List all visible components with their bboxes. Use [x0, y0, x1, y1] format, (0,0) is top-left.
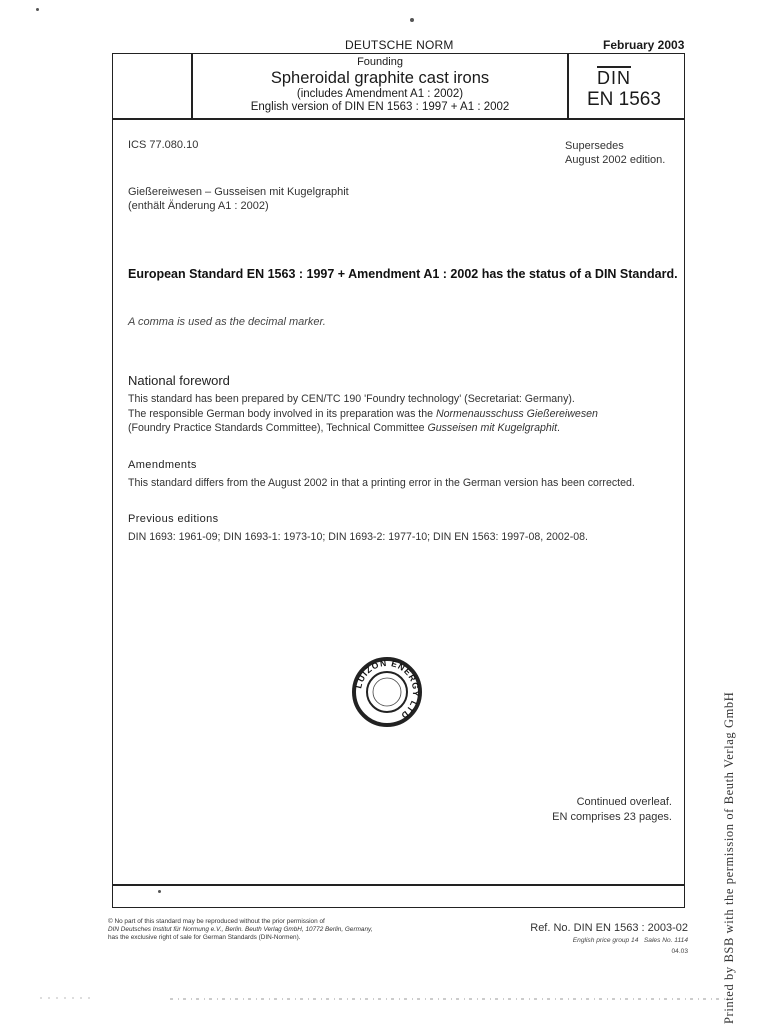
foreword-line-2-text: The responsible German body involved in its preparation was the	[128, 407, 436, 420]
amendment-note: (includes Amendment A1 : 2002)	[296, 88, 464, 100]
english-version-note: English version of DIN EN 1563 : 1997 + A1 : 2002	[250, 101, 510, 113]
ics-code: ICS 77.080.10	[128, 139, 199, 151]
continuation-note	[460, 795, 672, 825]
price-sales-line	[500, 937, 688, 944]
scan-noise-line	[30, 996, 740, 1002]
committee-name: Normenausschuss Gießereiwesen	[435, 407, 598, 420]
reference-number: Ref. No. DIN EN 1563 : 2003-02	[530, 922, 688, 934]
print-date: 04.03	[671, 948, 688, 955]
foreword-line-2	[128, 407, 678, 422]
foreword-line-1: This standard has been prepared by CEN/TC 190 'Foundry technology' (Secretariat: Germany).	[128, 393, 575, 405]
price-group: English price group 14	[572, 937, 639, 944]
category-label: Founding	[357, 56, 403, 68]
national-foreword-body	[128, 392, 678, 436]
supersedes-line-1: Supersedes	[565, 140, 624, 152]
german-title	[128, 185, 349, 213]
decimal-marker-note: A comma is used as the decimal marker.	[128, 316, 326, 328]
scan-speck	[158, 890, 161, 893]
document-title: Spheroidal graphite cast irons	[270, 69, 490, 87]
scan-speck	[36, 8, 39, 11]
sales-number: Sales No. 1114	[643, 937, 688, 944]
footer-divider	[112, 884, 685, 886]
print-permission-note: Printed by BSB with the permission of Beuth Verlag GmbH	[722, 691, 736, 1024]
previous-editions-heading: Previous editions	[128, 513, 219, 525]
technical-committee-name: Gusseisen mit Kugelgraphit	[427, 422, 558, 434]
issue-date: February 2003	[603, 38, 685, 52]
copyright-notice	[108, 918, 453, 942]
page-count: EN comprises 23 pages.	[552, 811, 672, 823]
german-title-line-1: Gießereiwesen – Gusseisen mit Kugelgraphit	[128, 186, 349, 198]
header-divider	[112, 118, 685, 120]
continued-overleaf: Continued overleaf.	[576, 796, 672, 808]
company-stamp	[350, 655, 424, 729]
din-logo: DIN	[597, 68, 631, 88]
supersedes-note	[565, 139, 665, 167]
supersedes-line-2: August 2002 edition.	[565, 154, 666, 166]
foreword-line-3	[128, 421, 678, 436]
previous-editions-text: DIN 1693: 1961-09; DIN 1693-1: 1973-10; DIN 1693-2: 1977-10; DIN EN 1563: 1997-08, 2002-08.	[128, 531, 588, 543]
copyright-line-2: DIN Deutsches Institut für Normung e.V., Berlin. Beuth Verlag GmbH, 10772 Berlin, Germany,	[108, 926, 373, 933]
amendments-heading: Amendments	[128, 459, 197, 471]
amendments-text: This standard differs from the August 2002 in that a printing error in the German version has been corrected.	[128, 477, 635, 489]
standard-number: EN 1563	[587, 89, 661, 110]
national-foreword-heading: National foreword	[128, 373, 230, 388]
status-statement: European Standard EN 1563 : 1997 + Amendment A1 : 2002 has the status of a DIN Standard.	[128, 267, 678, 281]
scan-speck	[410, 18, 414, 22]
norm-label: DEUTSCHE NORM	[345, 38, 454, 52]
foreword-line-3-end: .	[557, 422, 560, 434]
stamp-text: LUIZON ENERGY LTD	[353, 657, 422, 722]
copyright-line-3: has the exclusive right of sale for German Standards (DIN-Normen).	[108, 934, 301, 941]
foreword-line-3-text: (Foundry Practice Standards Committee), Technical Committee	[128, 422, 428, 434]
copyright-line-1: © No part of this standard may be reproduced without the prior permission of	[108, 918, 325, 925]
german-title-line-2: (enthält Änderung A1 : 2002)	[128, 200, 269, 212]
